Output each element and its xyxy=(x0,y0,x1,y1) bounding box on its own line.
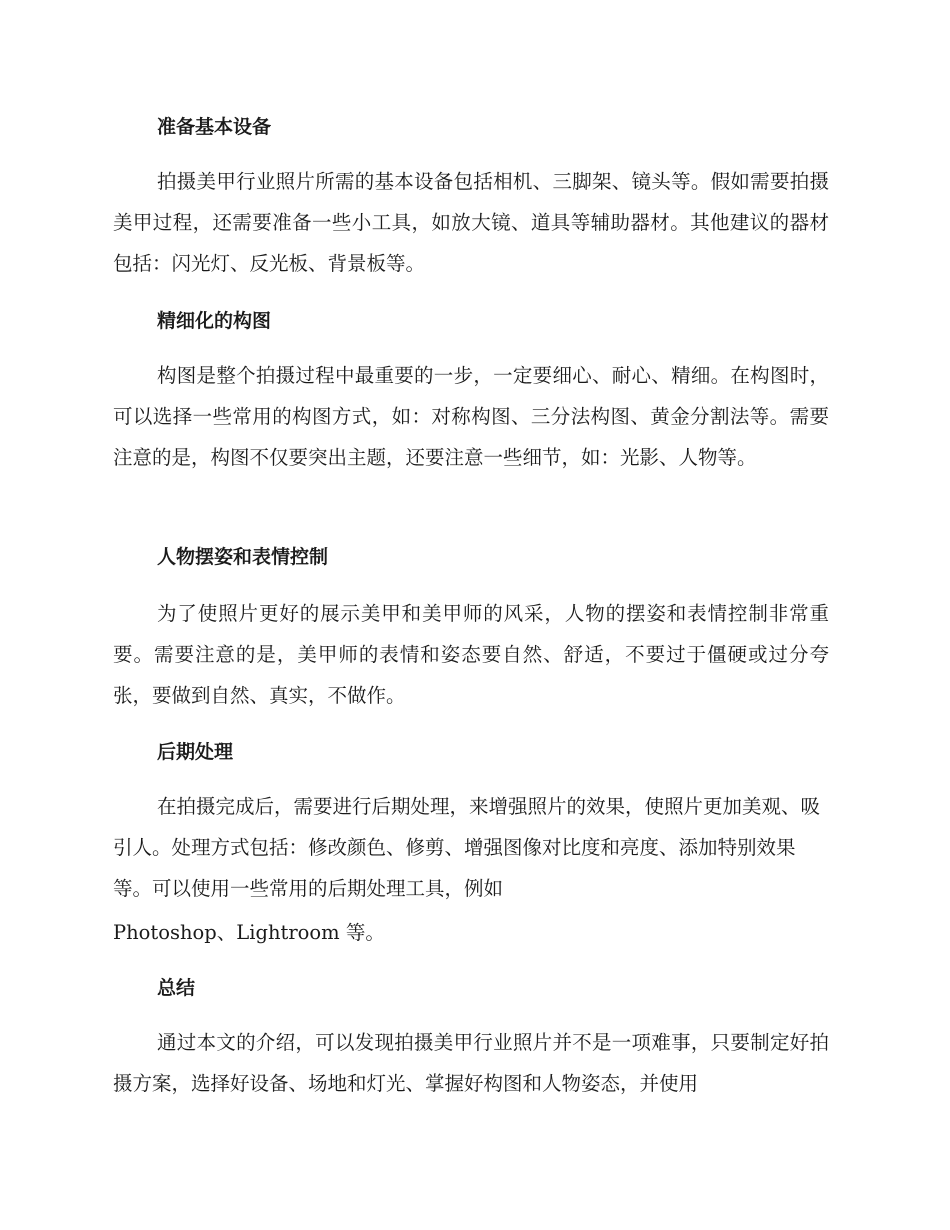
section-paragraph: 拍摄美甲行业照片所需的基本设备包括相机、三脚架、镜头等。假如需要拍摄美甲过程，还需要准备一些小工具，如放大镜、道具等辅助器材。其他建议的器材包括：闪光灯、反光板、背景板等。 xyxy=(113,170,829,275)
section-paragraph: 通过本文的介绍，可以发现拍摄美甲行业照片并不是一项难事，只要制定好拍摄方案，选择好设备、场地和灯光、掌握好构图和人物姿态，并使用 xyxy=(113,1031,829,1095)
document-page xyxy=(113,0,829,1230)
section-heading: 后期处理 xyxy=(157,741,234,763)
section-paragraph: 构图是整个拍摄过程中最重要的一步，一定要细心、耐心、精细。在构图时，可以选择一些常用的构图方式，如：对称构图、三分法构图、黄金分割法等。需要注意的是，构图不仅要突出主题，还要注意一些细节，如：光影、人物等。 xyxy=(113,364,829,469)
section-paragraph-tail: Photoshop、Lightroom 等。 xyxy=(113,921,385,944)
section-heading: 准备基本设备 xyxy=(157,116,272,138)
section-heading: 精细化的构图 xyxy=(157,310,272,332)
section-paragraph: 为了使照片更好的展示美甲和美甲师的风采，人物的摆姿和表情控制非常重要。需要注意的是，美甲师的表情和姿态要自然、舒适，不要过于僵硬或过分夸张，要做到自然、真实，不做作。 xyxy=(113,602,829,707)
section-heading: 总结 xyxy=(157,977,196,999)
section-heading: 人物摆姿和表情控制 xyxy=(157,546,329,568)
section-paragraph: 在拍摄完成后，需要进行后期处理，来增强照片的效果，使照片更加美观、吸引人。处理方式包括：修改颜色、修剪、增强图像对比度和亮度、添加特别效果等。可以使用一些常用的后期处理工具，例如 xyxy=(113,795,821,900)
